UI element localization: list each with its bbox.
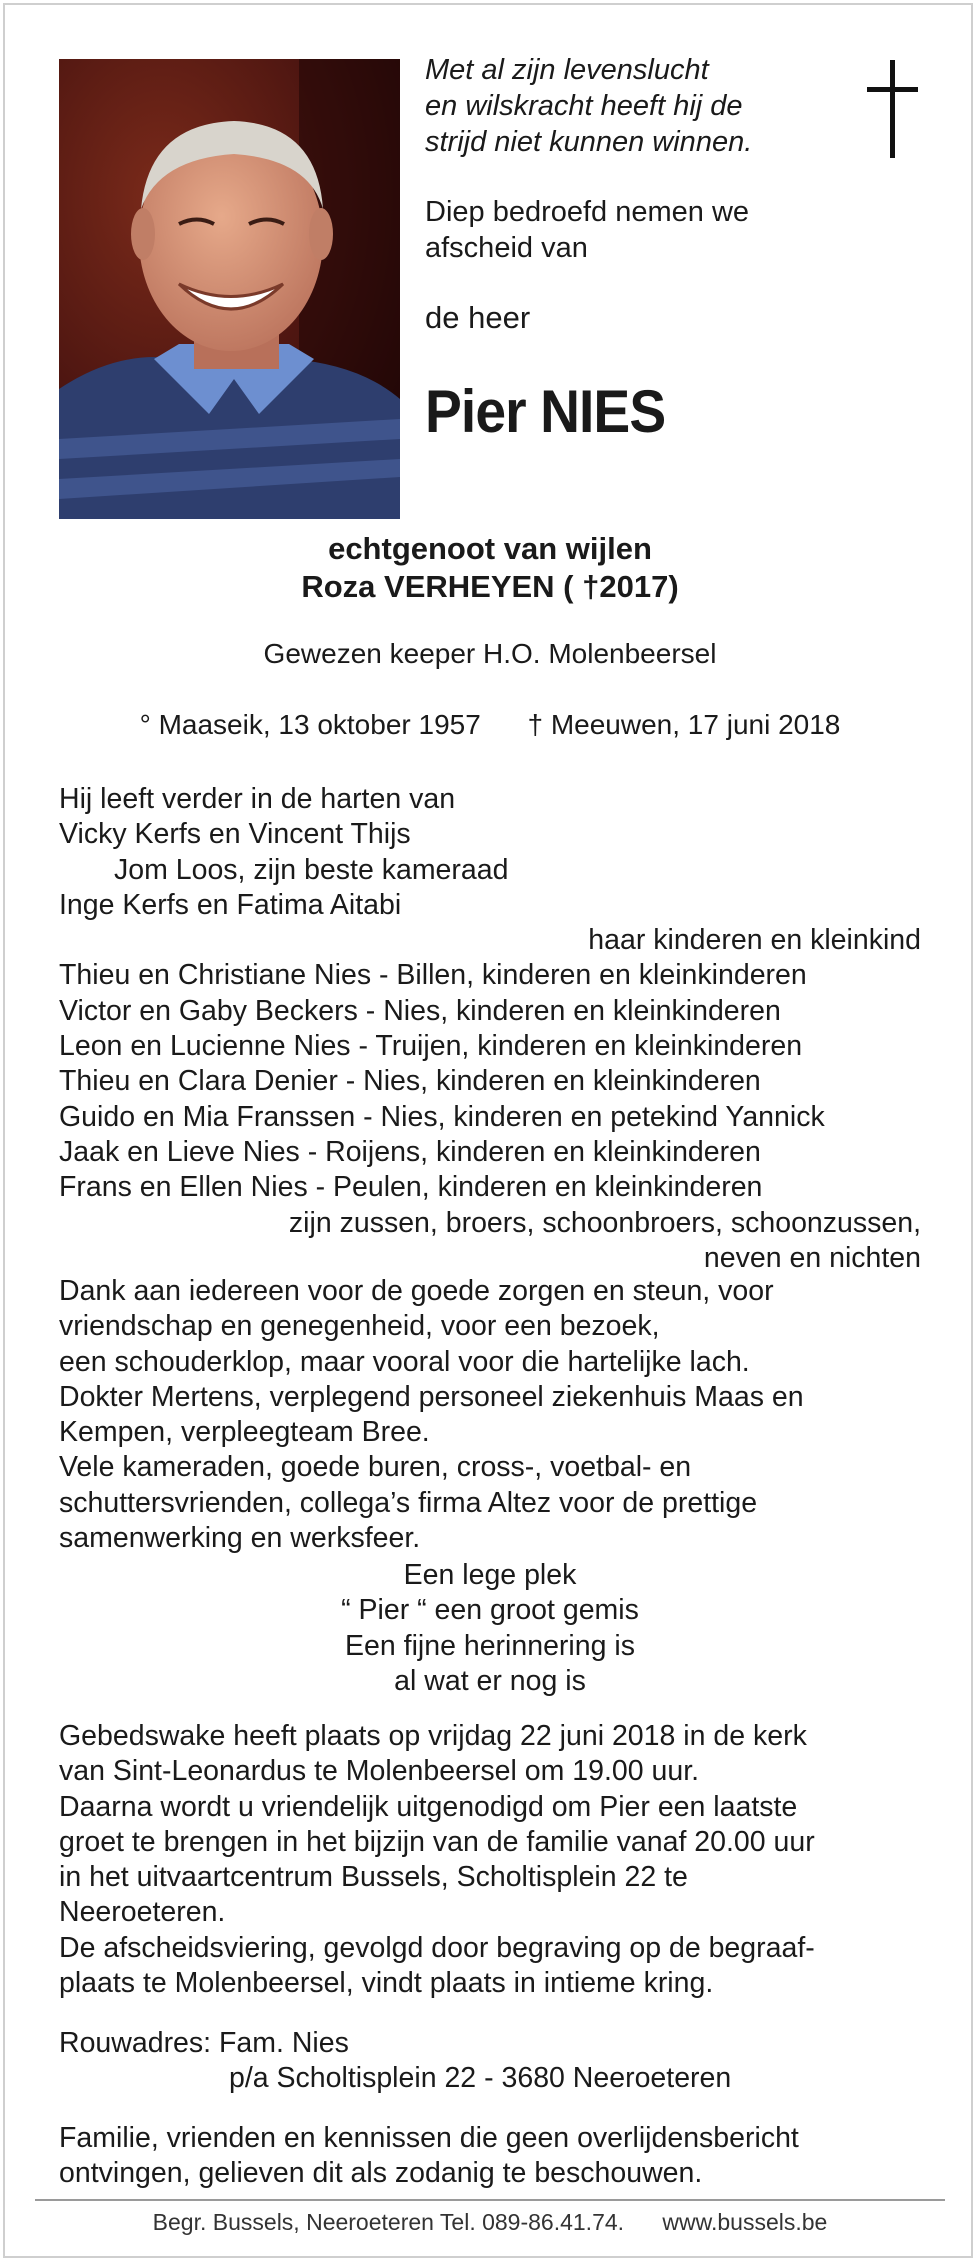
family-line: Jom Loos, zijn beste kameraad bbox=[114, 853, 509, 886]
family-line: Vicky Kerfs en Vincent Thijs bbox=[59, 818, 411, 851]
thanks-line: Dank aan iedereen voor de goede zorgen en steun, voor bbox=[59, 1275, 774, 1307]
wake-line: Neeroeteren. bbox=[59, 1896, 226, 1929]
thanks-paragraph bbox=[59, 1274, 921, 1556]
motto-line: en wilskracht heeft hij de bbox=[425, 90, 743, 122]
deceased-name: Pier NIES bbox=[425, 378, 666, 445]
address-line: p/a Scholtisplein 22 - 3680 Neeroeteren bbox=[229, 2062, 732, 2095]
footer bbox=[35, 2209, 945, 2236]
intro-text bbox=[425, 194, 749, 266]
death-date: † Meeuwen, 17 juni 2018 bbox=[527, 709, 841, 740]
occupation: Gewezen keeper H.O. Molenbeersel bbox=[263, 638, 717, 669]
poem-line: “ Pier “ een groot gemis bbox=[341, 1594, 639, 1627]
family-line: Thieu en Christiane Nies - Billen, kinderen en kleinkinderen bbox=[59, 959, 807, 992]
thanks-line: samenwerking en werksfeer. bbox=[59, 1522, 421, 1555]
website-link[interactable]: www.bussels.be bbox=[662, 2209, 828, 2235]
spouse-info bbox=[59, 530, 921, 606]
thanks-line: Dokter Mertens, verplegend personeel ziekenhuis Maas en bbox=[59, 1380, 804, 1413]
wake-line: in het uitvaartcentrum Bussels, Scholtisplein 22 te bbox=[59, 1861, 688, 1894]
poem-line: Een fijne herinnering is bbox=[345, 1629, 635, 1662]
wake-line: groet te brengen in het bijzijn van de familie vanaf 20.00 uur bbox=[59, 1825, 815, 1858]
family-line: zijn zussen, broers, schoonbroers, schoonzussen, bbox=[288, 1206, 921, 1239]
title-prefix: de heer bbox=[425, 300, 531, 335]
poem-line: Een lege plek bbox=[403, 1559, 577, 1591]
family-line: haar kinderen en kleinkind bbox=[588, 924, 921, 957]
poem-line: al wat er nog is bbox=[394, 1664, 586, 1697]
family-line: Jaak en Lieve Nies - Roijens, kinderen en kleinkinderen bbox=[59, 1135, 761, 1168]
family-line: neven en nichten bbox=[703, 1241, 921, 1274]
spouse-name: Roza VERHEYEN ( †2017) bbox=[301, 569, 679, 604]
address-line: Rouwadres: Fam. Nies bbox=[59, 2027, 349, 2059]
family-line: Guido en Mia Franssen - Nies, kinderen en petekind Yannick bbox=[59, 1100, 825, 1133]
motto-text bbox=[425, 52, 752, 160]
wake-line: plaats te Molenbeersel, vindt plaats in intieme kring. bbox=[59, 1967, 714, 2000]
wake-line: van Sint-Leonardus te Molenbeersel om 19.00 uur. bbox=[59, 1755, 700, 1788]
wake-line: Gebedswake heeft plaats op vrijdag 22 juni 2018 in de kerk bbox=[59, 1720, 807, 1752]
thanks-line: een schouderklop, maar vooral voor die hartelijke lach. bbox=[59, 1345, 750, 1378]
intro-line: afscheid van bbox=[425, 232, 588, 264]
family-list bbox=[59, 782, 921, 1276]
family-line: Thieu en Clara Denier - Nies, kinderen en kleinkinderen bbox=[59, 1065, 761, 1098]
intro-line: Diep bedroefd nemen we bbox=[425, 196, 750, 228]
closing-line: Familie, vrienden en kennissen die geen overlijdensbericht bbox=[59, 2122, 799, 2154]
family-line: Victor en Gaby Beckers - Nies, kinderen en kleinkinderen bbox=[59, 994, 781, 1027]
portrait-photo bbox=[59, 59, 400, 519]
motto-line: strijd niet kunnen winnen. bbox=[425, 126, 753, 158]
undertaker-info: Begr. Bussels, Neeroeteren Tel. 089-86.41.74. bbox=[152, 2209, 625, 2235]
thanks-line: Kempen, verpleegteam Bree. bbox=[59, 1416, 430, 1449]
motto-line: Met al zijn levenslucht bbox=[425, 54, 709, 86]
family-line: Leon en Lucienne Nies - Truijen, kinderen en kleinkinderen bbox=[59, 1030, 803, 1063]
wake-line: Daarna wordt u vriendelijk uitgenodigd om Pier een laatste bbox=[59, 1790, 798, 1823]
family-line: Hij leeft verder in de harten van bbox=[59, 783, 456, 815]
mourning-address bbox=[59, 2026, 921, 2097]
poem bbox=[59, 1558, 921, 1699]
latin-cross-icon bbox=[863, 60, 923, 160]
closing-note bbox=[59, 2121, 921, 2192]
birth-death-dates bbox=[59, 709, 921, 741]
thanks-line: Vele kameraden, goede buren, cross-, voetbal- en bbox=[59, 1451, 692, 1484]
ceremony-info bbox=[59, 1719, 921, 2001]
thanks-line: vriendschap en genegenheid, voor een bezoek, bbox=[59, 1310, 660, 1343]
family-line: Inge Kerfs en Fatima Aitabi bbox=[59, 888, 402, 921]
birth-date: ° Maaseik, 13 oktober 1957 bbox=[139, 709, 481, 740]
spouse-line: echtgenoot van wijlen bbox=[328, 531, 652, 566]
wake-line: De afscheidsviering, gevolgd door begraving op de begraaf- bbox=[59, 1931, 815, 1964]
footer-divider bbox=[35, 2199, 945, 2201]
family-line: Frans en Ellen Nies - Peulen, kinderen en kleinkinderen bbox=[59, 1171, 763, 1204]
thanks-line: schuttersvrienden, collega’s firma Altez voor de prettige bbox=[59, 1486, 758, 1519]
closing-line: ontvingen, gelieven dit als zodanig te beschouwen. bbox=[59, 2157, 703, 2190]
